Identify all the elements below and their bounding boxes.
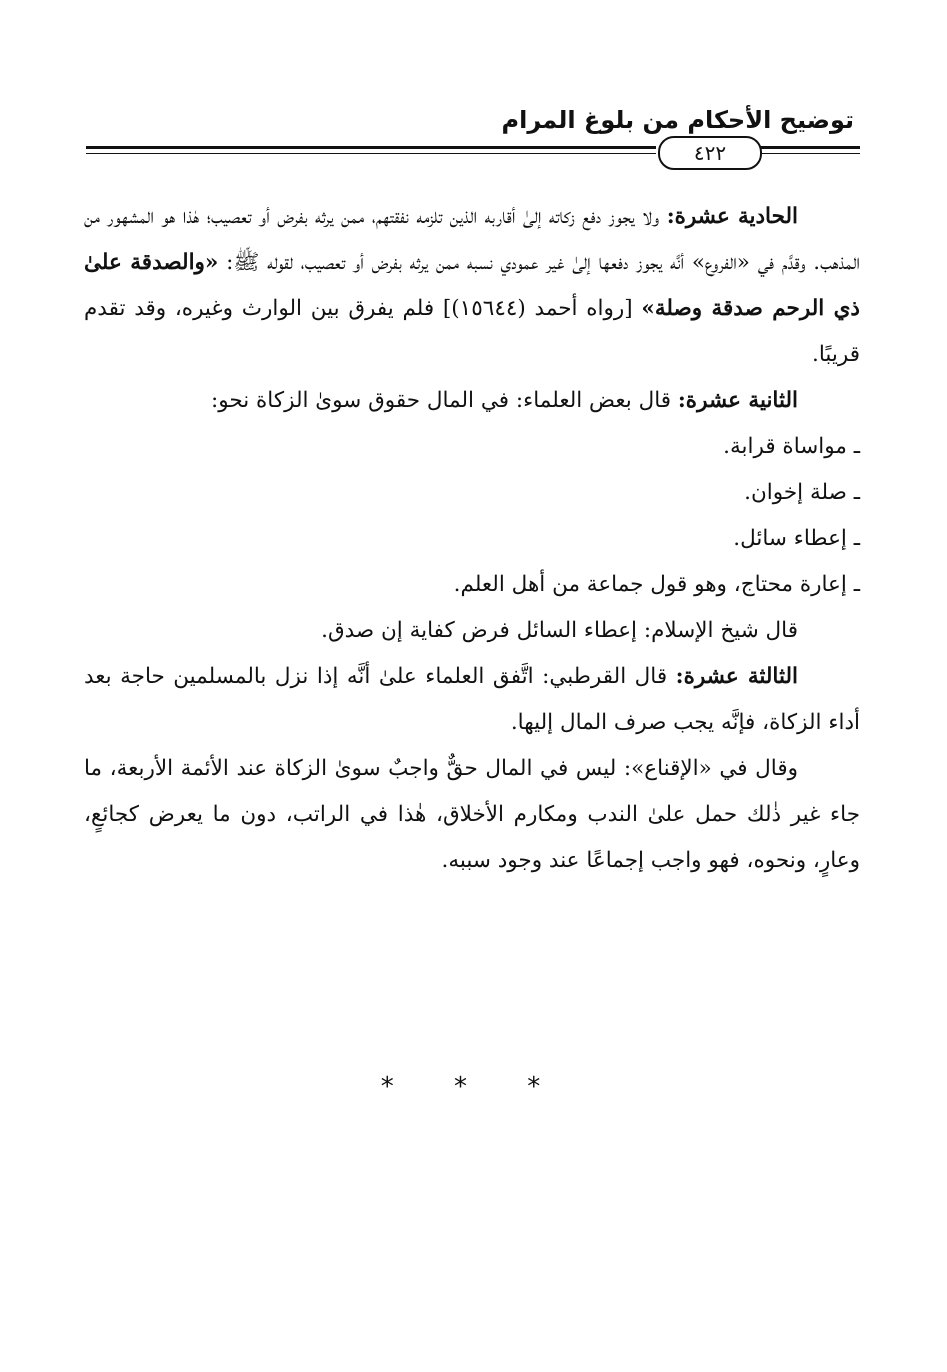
header-rule <box>86 153 656 154</box>
paragraph-eleventh <box>84 194 860 378</box>
page-number: ٤٢٢ <box>658 136 762 170</box>
paragraph-text: [رواه أحمد (١٥٦٤٤)] فلم يفرق بين الوارث وغيره، وقد تقدم قريبًا. <box>84 296 860 367</box>
paragraph-lead: الثالثة عشرة: <box>675 664 798 689</box>
running-title: توضيح الأحكام من بلوغ المرام <box>501 106 854 134</box>
paragraph-text: ولا يجوز دفع زكاته إلىٰ أقاربه الذين تلزمه نفقتهم، ممن يرثه بفرض أو تعصيب؛ هٰذا هو المشهور من المذهب. وقدَّم في «الفروع» أنَّه يجوز دفعها إلىٰ غير عمودي نسبه ممن يرثه بفرض أو تعصيب، لقوله ﷺ: <box>84 204 860 275</box>
paragraph-text: قال بعض العلماء: في المال حقوق سوىٰ الزكاة نحو: <box>210 388 678 413</box>
section-separator: * * * <box>380 1072 567 1102</box>
header-rule <box>760 146 860 149</box>
paragraph-thirteenth <box>84 654 860 746</box>
header-rule <box>86 146 656 149</box>
paragraph-lead: الثانية عشرة: <box>677 388 798 413</box>
hadith-quote: «والصدقة علىٰ ذي الرحم صدقة وصلة» <box>84 250 860 321</box>
sheikh-quote: قال شيخ الإسلام: إعطاء السائل فرض كفاية إن صدق. <box>321 618 798 643</box>
paragraph-iqna: وقال في «الإقناع»: ليس في المال حقٌّ واجبٌ سوىٰ الزكاة عند الأئمة الأربعة، ما جاء غير ذٰلك حمل علىٰ الندب ومكارم الأخلاق، هٰذا في الراتب، دون ما يعرض كجائعٍ، وعارٍ، ونحوه، فهو واجب إجماعًا عند وجود سببه. <box>84 756 860 873</box>
list-item: ـ إعارة محتاج، وهو قول جماعة من أهل العلم. <box>453 572 860 597</box>
paragraph-lead: الحادية عشرة: <box>666 204 798 229</box>
page-header <box>86 100 860 180</box>
list-item: ـ إعطاء سائل. <box>733 526 860 551</box>
page-body <box>84 194 860 884</box>
list-item: ـ صلة إخوان. <box>744 480 860 505</box>
header-rule <box>760 153 860 154</box>
paragraph-twelfth <box>84 378 860 424</box>
paragraph-text: قال القرطبي: اتَّفق العلماء علىٰ أنَّه إذا نزل بالمسلمين حاجة بعد أداء الزكاة، فإنَّه يجب صرف المال إليها. <box>84 664 860 735</box>
list-item: ـ مواساة قرابة. <box>723 434 860 459</box>
